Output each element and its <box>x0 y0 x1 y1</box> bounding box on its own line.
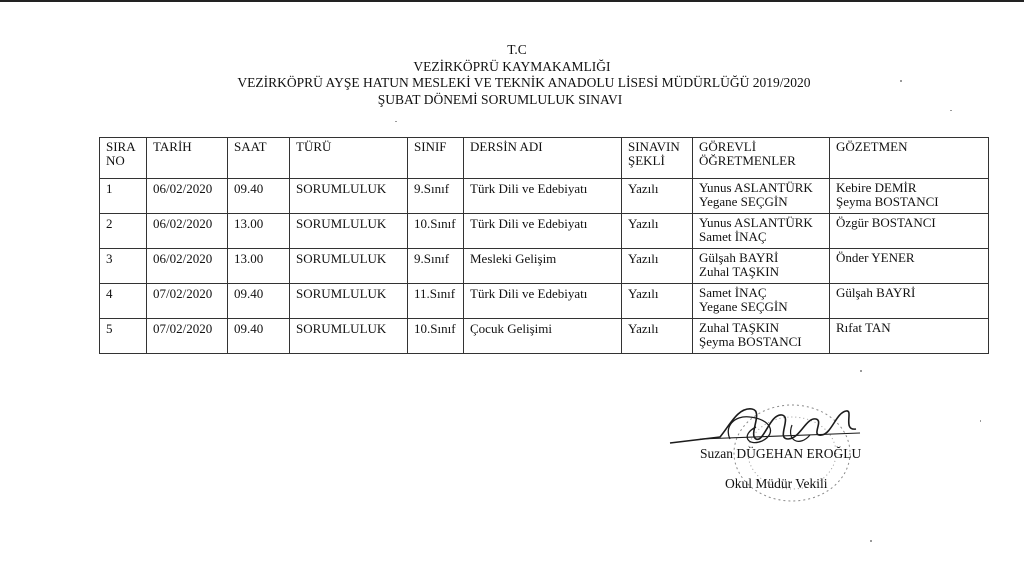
proctor-name: Rıfat TAN <box>836 320 891 335</box>
cell-class: 9.Sınıf <box>408 249 464 284</box>
cell-type: SORUMLULUK <box>290 179 408 214</box>
cell-proctors <box>830 249 989 284</box>
cell-exam-form: Yazılı <box>622 284 693 319</box>
teacher-name: Yegane SEÇGİN <box>699 299 788 314</box>
cell-no: 3 <box>100 249 147 284</box>
cell-type: SORUMLULUK <box>290 249 408 284</box>
column-header <box>830 138 989 179</box>
header-line-tc: T.C <box>507 42 527 57</box>
column-header-line: TARİH <box>153 139 192 154</box>
table-row <box>100 284 989 319</box>
cell-date: 07/02/2020 <box>147 319 228 354</box>
document-header <box>0 42 1024 108</box>
column-header-line: ŞEKLİ <box>628 153 665 168</box>
scan-top-border <box>0 0 1024 2</box>
cell-proctors <box>830 179 989 214</box>
cell-proctors <box>830 214 989 249</box>
cell-exam-form: Yazılı <box>622 249 693 284</box>
cell-teachers <box>693 319 830 354</box>
cell-type: SORUMLULUK <box>290 214 408 249</box>
column-header-line: NO <box>106 153 125 168</box>
table-row <box>100 214 989 249</box>
column-header-line: GÖZETMEN <box>836 139 908 154</box>
table-row <box>100 249 989 284</box>
table-row <box>100 319 989 354</box>
teacher-name: Yunus ASLANTÜRK <box>699 180 813 195</box>
column-header <box>464 138 622 179</box>
proctor-name: Özgür BOSTANCI <box>836 215 936 230</box>
proctor-name: Gülşah BAYRİ <box>836 285 916 300</box>
cell-no: 1 <box>100 179 147 214</box>
table-row <box>100 179 989 214</box>
teacher-name: Samet İNAÇ <box>699 229 767 244</box>
cell-class: 10.Sınıf <box>408 319 464 354</box>
cell-class: 10.Sınıf <box>408 214 464 249</box>
scan-noise <box>900 80 902 82</box>
cell-date: 07/02/2020 <box>147 284 228 319</box>
cell-proctors <box>830 319 989 354</box>
column-header-line: SIRA <box>106 139 136 154</box>
cell-teachers <box>693 179 830 214</box>
scan-noise <box>860 370 862 372</box>
cell-no: 5 <box>100 319 147 354</box>
column-header-line: TÜRÜ <box>296 139 332 154</box>
column-header <box>100 138 147 179</box>
teacher-name: Yunus ASLANTÜRK <box>699 215 813 230</box>
column-header <box>147 138 228 179</box>
proctor-name: Önder YENER <box>836 250 915 265</box>
exam-schedule-table <box>99 137 989 354</box>
scan-noise <box>870 540 872 542</box>
scan-noise <box>950 110 952 111</box>
proctor-name: Şeyma BOSTANCI <box>836 194 939 209</box>
teacher-name: Zuhal TAŞKIN <box>699 264 779 279</box>
column-header-line: SINAVIN <box>628 139 680 154</box>
teacher-name: Yegane SEÇGİN <box>699 194 788 209</box>
cell-date: 06/02/2020 <box>147 179 228 214</box>
header-line-exam-title: ŞUBAT DÖNEMİ SORUMLULUK SINAVI <box>377 91 623 107</box>
teacher-name: Zuhal TAŞKIN <box>699 320 779 335</box>
cell-course: Mesleki Gelişim <box>464 249 622 284</box>
column-header-line: ÖĞRETMENLER <box>699 153 796 168</box>
cell-class: 11.Sınıf <box>408 284 464 319</box>
column-header <box>622 138 693 179</box>
cell-time: 13.00 <box>228 249 290 284</box>
cell-course: Türk Dili ve Edebiyatı <box>464 284 622 319</box>
column-header <box>693 138 830 179</box>
teacher-name: Şeyma BOSTANCI <box>699 334 802 349</box>
cell-time: 13.00 <box>228 214 290 249</box>
column-header <box>408 138 464 179</box>
teacher-name: Gülşah BAYRİ <box>699 250 779 265</box>
column-header <box>290 138 408 179</box>
cell-teachers <box>693 249 830 284</box>
cell-exam-form: Yazılı <box>622 179 693 214</box>
signatory-title: Okul Müdür Vekili <box>725 476 828 491</box>
cell-course: Çocuk Gelişimi <box>464 319 622 354</box>
cell-type: SORUMLULUK <box>290 284 408 319</box>
cell-date: 06/02/2020 <box>147 214 228 249</box>
column-header-line: SINIF <box>414 139 447 154</box>
cell-time: 09.40 <box>228 284 290 319</box>
cell-course: Türk Dili ve Edebiyatı <box>464 179 622 214</box>
teacher-name: Samet İNAÇ <box>699 285 767 300</box>
cell-type: SORUMLULUK <box>290 319 408 354</box>
header-line-school: VEZİRKÖPRÜ AYŞE HATUN MESLEKİ VE TEKNİK ANADOLU LİSESİ MÜDÜRLÜĞÜ 2019/2020 <box>237 75 811 90</box>
cell-date: 06/02/2020 <box>147 249 228 284</box>
scan-noise <box>395 121 397 122</box>
cell-no: 2 <box>100 214 147 249</box>
cell-proctors <box>830 284 989 319</box>
cell-exam-form: Yazılı <box>622 214 693 249</box>
cell-exam-form: Yazılı <box>622 319 693 354</box>
cell-teachers <box>693 214 830 249</box>
cell-teachers <box>693 284 830 319</box>
table-body <box>100 179 989 354</box>
column-header <box>228 138 290 179</box>
table-header-row <box>100 138 989 179</box>
cell-no: 4 <box>100 284 147 319</box>
cell-time: 09.40 <box>228 319 290 354</box>
scan-noise <box>980 420 981 422</box>
header-line-district: VEZİRKÖPRÜ KAYMAKAMLIĞI <box>413 58 611 74</box>
column-header-line: GÖREVLİ <box>699 139 757 154</box>
cell-time: 09.40 <box>228 179 290 214</box>
column-header-line: DERSİN ADI <box>470 139 543 154</box>
cell-class: 9.Sınıf <box>408 179 464 214</box>
signatory-name: Suzan DÜGEHAN EROĞLU <box>700 446 862 461</box>
cell-course: Türk Dili ve Edebiyatı <box>464 214 622 249</box>
column-header-line: SAAT <box>234 139 267 154</box>
proctor-name: Kebire DEMİR <box>836 180 917 195</box>
